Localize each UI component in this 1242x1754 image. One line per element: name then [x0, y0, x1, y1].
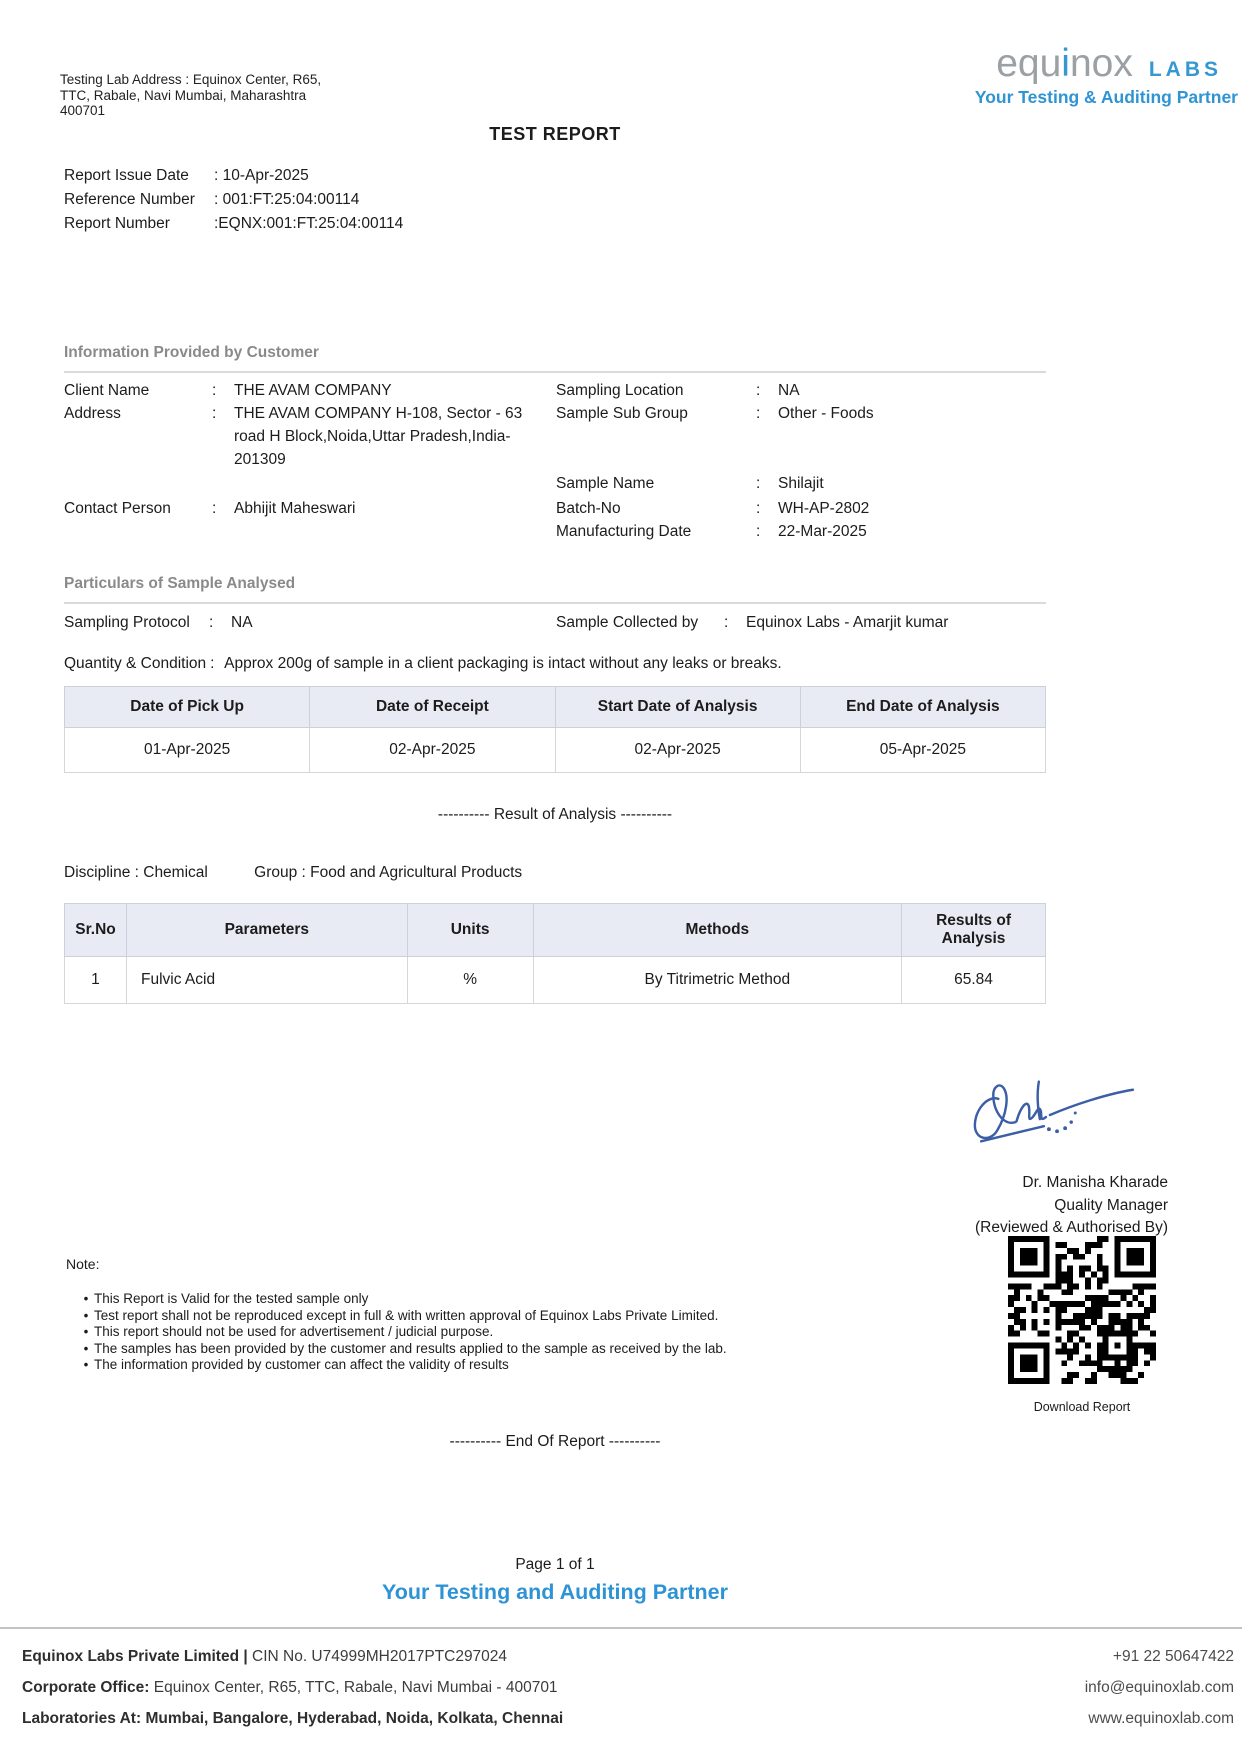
results-header-srno: Sr.No — [65, 904, 127, 957]
note-title: Note: — [66, 1256, 100, 1272]
footer-email: info@equinoxlab.com — [1084, 1679, 1234, 1696]
sampling-location-row: Sampling Location : NA — [556, 379, 800, 402]
result-parameter: Fulvic Acid — [126, 957, 407, 1004]
sample-name-value: Shilajit — [778, 475, 824, 492]
signatory-name: Dr. Manisha Kharade — [1022, 1174, 1168, 1191]
report-issue-date-label: Report Issue Date — [64, 167, 189, 184]
results-table-row — [65, 957, 1046, 1004]
contact-person-row: Contact Person : Abhijit Maheswari — [64, 497, 355, 520]
footer-divider-line — [0, 1627, 1242, 1629]
client-name-row: Client Name : THE AVAM COMPANY — [64, 379, 392, 402]
sample-sub-group-row: Sample Sub Group : Other - Foods — [556, 402, 874, 425]
footer-website: www.equinoxlab.com — [1088, 1710, 1234, 1727]
results-header-units: Units — [407, 904, 533, 957]
signatory-role: Quality Manager — [1054, 1196, 1168, 1214]
qr-caption: Download Report — [1033, 1400, 1131, 1414]
date-of-pickup-value: 01-Apr-2025 — [65, 728, 310, 773]
dates-header-start: Start Date of Analysis — [555, 687, 800, 728]
note-item: • This report should not be used for advertisement / judicial purpose. — [83, 1324, 494, 1339]
lab-address-line: Testing Lab Address : Equinox Center, R65, — [60, 72, 322, 87]
note-item: • Test report shall not be reproduced except in full & with written approval of Equinox Labs Private Limited. — [83, 1307, 719, 1323]
result-value: 65.84 — [902, 957, 1046, 1004]
dates-header-receipt: Date of Receipt — [310, 687, 555, 728]
sample-collected-by-row: Sample Collected by : Equinox Labs - Amarjit kumar — [556, 611, 948, 634]
report-number-row — [64, 212, 403, 236]
end-date-value: 05-Apr-2025 — [800, 728, 1045, 773]
lab-address-line: TTC, Rabale, Navi Mumbai, Maharashtra — [60, 87, 307, 103]
batch-no-value: WH-AP-2802 — [778, 500, 870, 517]
dates-header-pickup: Date of Pick Up — [65, 687, 310, 728]
lab-address-line: 400701 — [60, 103, 106, 118]
logo-word-equinox: equinox — [996, 42, 1133, 85]
report-meta — [64, 164, 403, 236]
result-of-analysis-divider: ---------- Result of Analysis ---------- — [437, 806, 673, 823]
footer-company: Equinox Labs Private Limited | CIN No. U74999MH2017PTC297024 — [22, 1648, 508, 1665]
signatory-note: (Reviewed & Authorised By) — [975, 1219, 1168, 1236]
discipline-value: Discipline : Chemical — [64, 864, 208, 881]
quantity-condition-row: Quantity & Condition : Approx 200g of sample in a client packaging is intact without any leaks or breaks. — [64, 652, 782, 675]
footer-labs-row — [22, 1710, 1234, 1728]
section-title-customer-info: Information Provided by Customer — [64, 344, 1046, 373]
footer — [22, 1648, 1234, 1741]
results-table — [64, 903, 1046, 1004]
footer-laboratories: Laboratories At: Mumbai, Bangalore, Hyderabad, Noida, Kolkata, Chennai — [22, 1710, 564, 1727]
results-header-results: Results of Analysis — [902, 904, 1046, 957]
client-name-value: THE AVAM COMPANY — [234, 382, 392, 399]
report-number-value: :EQNX:001:FT:25:04:00114 — [214, 215, 404, 232]
lab-address — [60, 72, 321, 119]
client-address-value: THE AVAM COMPANY H-108, Sector - 63 road H Block,Noida,Uttar Pradesh,India- 201309 — [234, 405, 523, 468]
notes-list — [78, 1291, 727, 1374]
client-address-row: Address : THE AVAM COMPANY H-108, Sector - 63 road H Block,Noida,Uttar Pradesh,India- 201309 — [64, 402, 556, 471]
logo-letter-i: i — [1061, 42, 1070, 85]
discipline-group-row — [64, 864, 522, 882]
signature — [968, 1070, 1140, 1152]
section-title-particulars: Particulars of Sample Analysed — [64, 575, 1046, 604]
end-of-report-divider: ---------- End Of Report ---------- — [449, 1433, 661, 1450]
signatory-block — [975, 1172, 1168, 1240]
results-header-methods: Methods — [533, 904, 902, 957]
footer-corporate-office: Corporate Office: Equinox Center, R65, TTC, Rabale, Navi Mumbai - 400701 — [22, 1679, 558, 1696]
sample-sub-group-value: Other - Foods — [778, 405, 874, 422]
note-item: • The information provided by customer can affect the validity of results — [83, 1357, 509, 1372]
report-number-label: Report Number — [64, 215, 170, 232]
note-item: • The samples has been provided by the customer and results applied to the sample as received by the lab. — [83, 1340, 727, 1356]
footer-tagline: Your Testing and Auditing Partner — [382, 1580, 728, 1604]
note-item: • This Report is Valid for the tested sample only — [83, 1291, 369, 1306]
result-unit: % — [407, 957, 533, 1004]
logo-wordmark — [952, 44, 1238, 84]
page-number: Page 1 of 1 — [515, 1556, 595, 1573]
start-date-value: 02-Apr-2025 — [555, 728, 800, 773]
report-issue-date-row — [64, 164, 403, 188]
manufacturing-date-value: 22-Mar-2025 — [778, 523, 867, 540]
logo-tagline: Your Testing & Auditing Partner — [974, 87, 1238, 107]
footer-company-row — [22, 1648, 1234, 1666]
reference-number-label: Reference Number — [64, 191, 195, 208]
reference-number-value: : 001:FT:25:04:00114 — [214, 191, 360, 208]
date-of-receipt-value: 02-Apr-2025 — [310, 728, 555, 773]
quantity-condition-value: Approx 200g of sample in a client packaging is intact without any leaks or breaks. — [224, 655, 782, 672]
footer-office-row — [22, 1679, 1234, 1697]
report-issue-date-value: : 10-Apr-2025 — [214, 167, 309, 184]
dates-table-header-row — [65, 687, 1046, 728]
results-header-parameters: Parameters — [126, 904, 407, 957]
sampling-protocol-row: Sampling Protocol : NA — [64, 611, 253, 634]
sampling-protocol-value: NA — [231, 614, 253, 631]
sample-name-row: Sample Name : Shilajit — [556, 472, 824, 495]
result-srno: 1 — [65, 957, 127, 1004]
results-table-header-row — [65, 904, 1046, 957]
dates-table-value-row — [65, 728, 1046, 773]
sampling-location-value: NA — [778, 382, 800, 399]
result-method: By Titrimetric Method — [533, 957, 902, 1004]
logo-word-labs: LABS — [1148, 58, 1222, 81]
reference-number-row — [64, 188, 403, 212]
group-value: Group : Food and Agricultural Products — [254, 864, 523, 881]
dates-header-end: End Date of Analysis — [800, 687, 1045, 728]
sample-collected-by-value: Equinox Labs - Amarjit kumar — [746, 614, 949, 631]
manufacturing-date-row: Manufacturing Date : 22-Mar-2025 — [556, 520, 867, 543]
equinox-labs-logo — [952, 44, 1238, 108]
qr-code — [1008, 1236, 1156, 1384]
report-title: TEST REPORT — [489, 124, 621, 144]
contact-person-value: Abhijit Maheswari — [234, 500, 356, 517]
analysis-dates-table — [64, 686, 1046, 773]
footer-phone: +91 22 50647422 — [1112, 1648, 1234, 1665]
batch-no-row: Batch-No : WH-AP-2802 — [556, 497, 869, 520]
